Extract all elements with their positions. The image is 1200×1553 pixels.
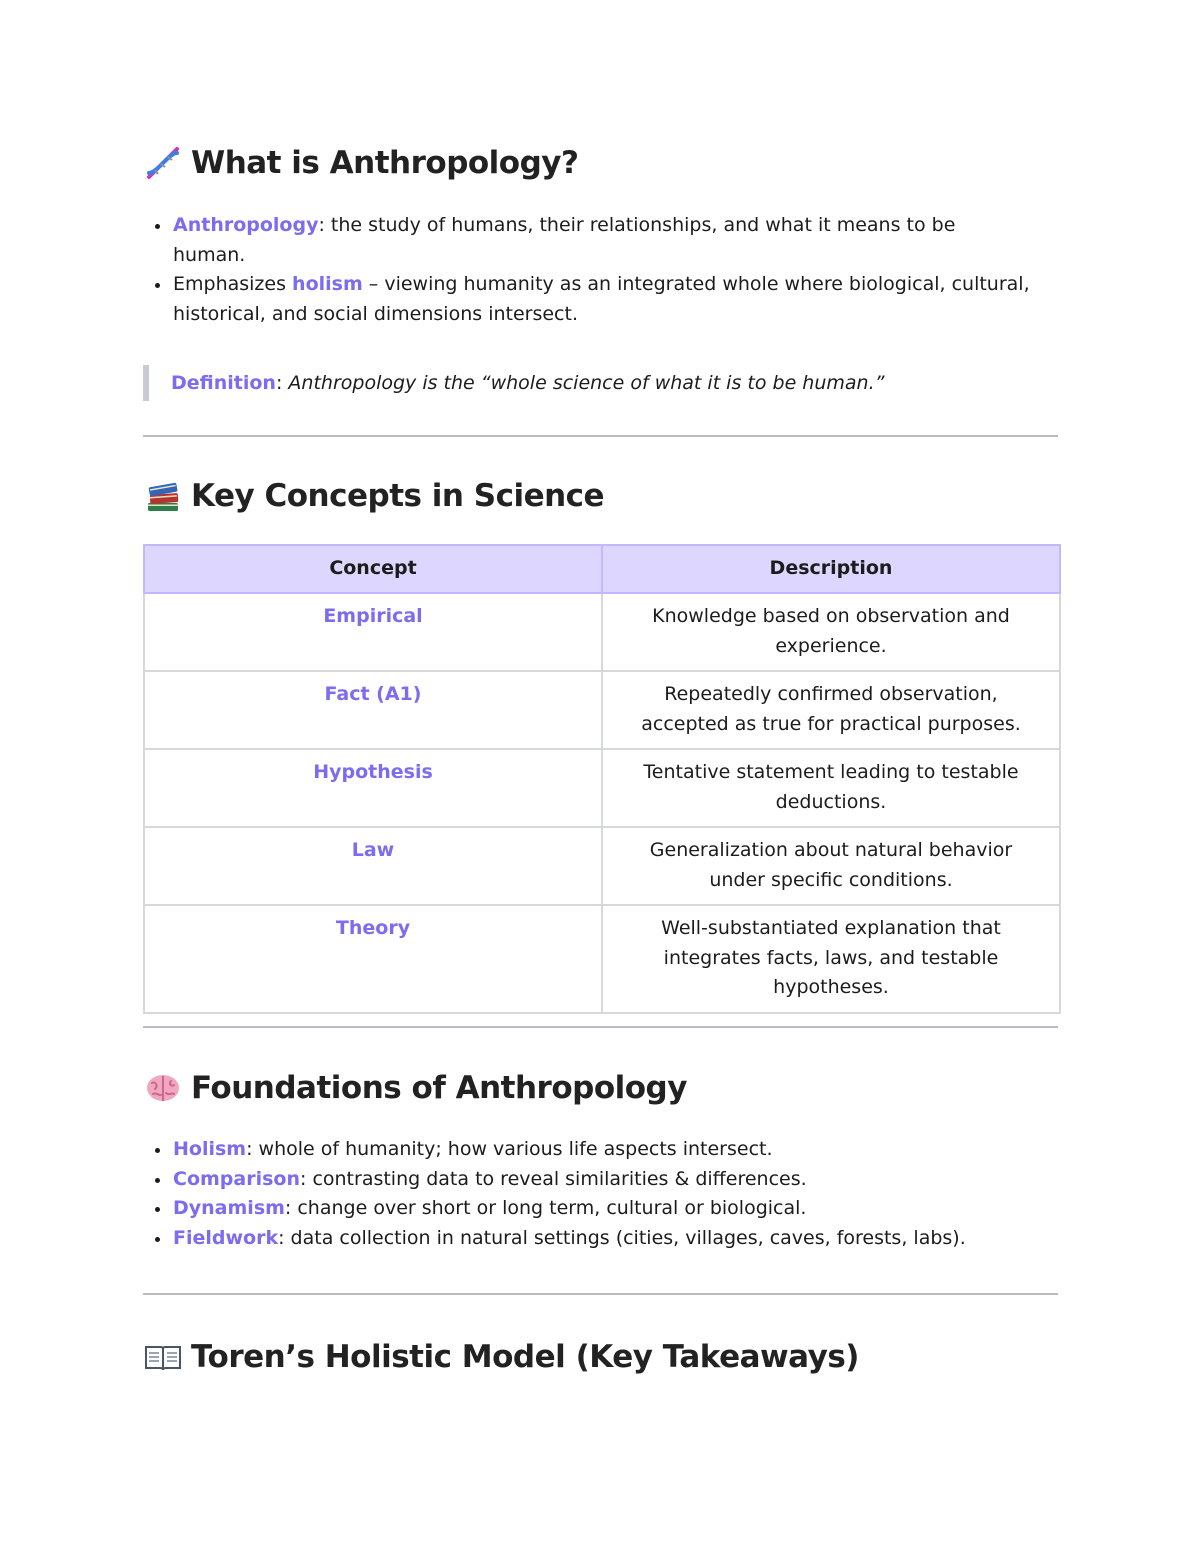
section-title: What is Anthropology? xyxy=(191,145,579,181)
list-item-text: : change over short or long term, cultural or biological. xyxy=(284,1197,807,1219)
list-item xyxy=(173,1165,1033,1195)
table-row xyxy=(144,749,1060,827)
term-comparison: Comparison xyxy=(173,1167,300,1190)
list-item-text: : contrasting data to reveal similarities & differences. xyxy=(300,1167,807,1190)
definition-text: Anthropology is the “whole science of what it is to be human.” xyxy=(288,372,885,394)
concept-cell: Theory xyxy=(144,905,602,1013)
list-item-text: : the study of humans, their relationships, and what it means to be human. xyxy=(173,214,956,266)
description-cell: Knowledge based on observation and experience. xyxy=(602,593,1060,671)
list-item xyxy=(173,270,1033,329)
list-item xyxy=(173,1224,1033,1254)
term-fieldwork: Fieldwork xyxy=(173,1226,279,1249)
section-title: Toren’s Holistic Model (Key Takeaways) xyxy=(191,1339,859,1375)
column-header-description: Description xyxy=(602,545,1060,593)
term-anthropology: Anthropology xyxy=(173,214,319,236)
definition-separator: : xyxy=(275,372,289,394)
list-item xyxy=(173,211,1033,270)
section-heading-key-concepts xyxy=(143,476,604,516)
anthropology-bullet-list xyxy=(143,211,1033,329)
definition-blockquote xyxy=(143,365,884,401)
list-item-text: : data collection in natural settings (cities, villages, caves, forests, labs). xyxy=(278,1226,966,1249)
concept-cell: Hypothesis xyxy=(144,749,602,827)
list-item xyxy=(173,1135,1033,1165)
list-item xyxy=(173,1194,1033,1224)
section-divider xyxy=(143,1293,1058,1295)
key-concepts-table xyxy=(143,544,1061,1014)
section-title: Key Concepts in Science xyxy=(191,478,605,514)
list-item-text: : whole of humanity; how various life aspects intersect. xyxy=(246,1138,773,1160)
term-holism: holism xyxy=(292,273,363,295)
table-row xyxy=(144,593,1060,671)
term-dynamism: Dynamism xyxy=(173,1197,285,1219)
section-heading-foundations xyxy=(143,1068,687,1108)
brain-icon xyxy=(143,1068,183,1108)
concept-cell: Empirical xyxy=(144,593,602,671)
concept-cell: Law xyxy=(144,827,602,905)
dna-icon xyxy=(143,143,183,183)
table-row xyxy=(144,671,1060,749)
table-row xyxy=(144,905,1060,1013)
foundations-bullet-list xyxy=(143,1135,1033,1253)
term-holism: Holism xyxy=(173,1138,247,1160)
concept-cell: Fact (A1) xyxy=(144,671,602,749)
table-header-row xyxy=(144,545,1060,593)
section-title: Foundations of Anthropology xyxy=(191,1070,687,1106)
section-heading-torens-model xyxy=(143,1337,859,1377)
list-item-text: – viewing humanity as an integrated whole where biological, cultural, historical, and social dimensions intersect. xyxy=(173,273,1030,325)
description-cell: Well-substantiated explanation that integrates facts, laws, and testable hypotheses. xyxy=(602,905,1060,1013)
open-book-icon xyxy=(143,1337,183,1377)
column-header-concept: Concept xyxy=(144,545,602,593)
section-divider xyxy=(143,435,1058,437)
books-icon xyxy=(143,476,183,516)
list-item-prefix: Emphasizes xyxy=(173,273,293,295)
definition-label: Definition xyxy=(171,372,276,394)
description-cell: Generalization about natural behavior under specific conditions. xyxy=(602,827,1060,905)
table-row xyxy=(144,827,1060,905)
section-heading-what-is-anthropology xyxy=(143,143,579,183)
description-cell: Repeatedly confirmed observation, accepted as true for practical purposes. xyxy=(602,671,1060,749)
description-cell: Tentative statement leading to testable deductions. xyxy=(602,749,1060,827)
section-divider xyxy=(143,1026,1058,1028)
